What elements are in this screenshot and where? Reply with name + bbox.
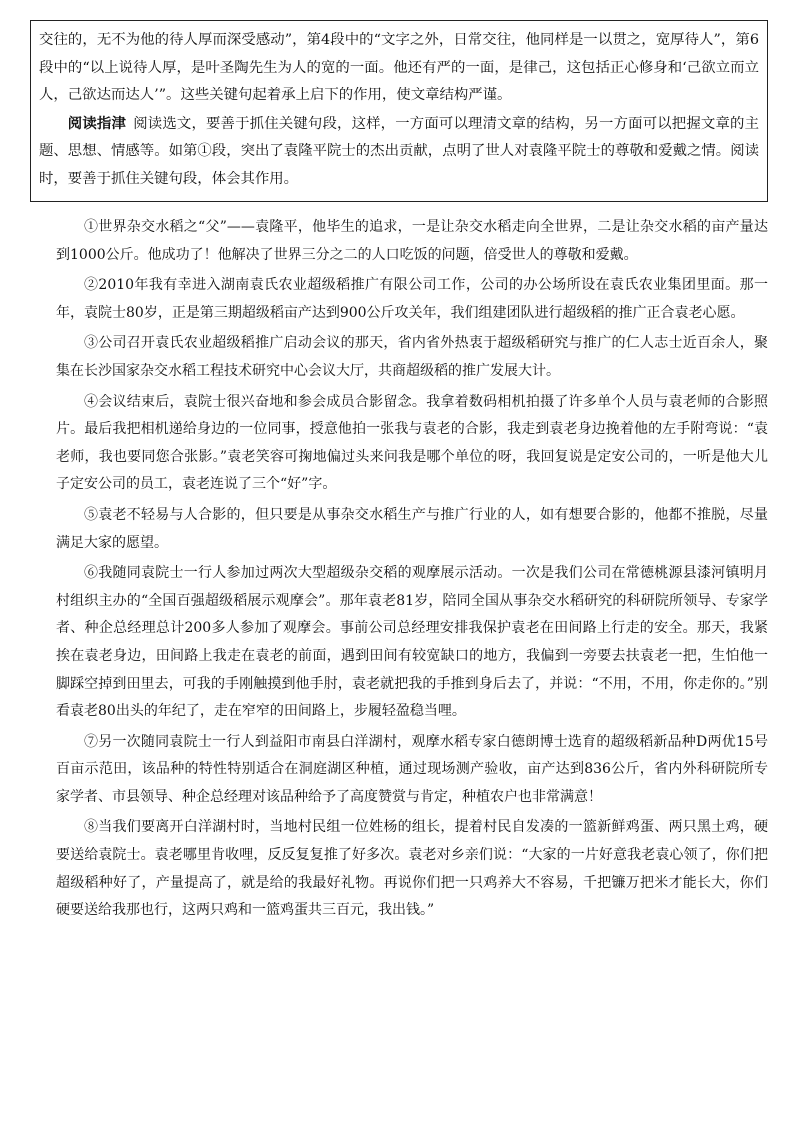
paragraph-1: ①世界杂交水稻之“父”——袁隆平，他毕生的追求，一是让杂交水稻走向全世界，二是让杂交水稻的亩产量达到1000公斤。他成功了！他解决了世界三分之二的人口吃饭的问题，倍受世人的尊敬和爱戴。	[56, 219, 768, 263]
paragraph-3: ③公司召开袁氏农业超级稻推广启动会议的那天，省内省外热衷于超级稻研究与推广的仁人志士近百余人，聚集在长沙国家杂交水稻工程技术研究中心会议大厅，共商超级稻的推广发展大计。	[56, 335, 768, 379]
paragraph-8: ⑧当我们要离开白洋湖村时，当地村民组一位姓杨的组长，提着村民自发凑的一篮新鲜鸡蛋、两只黑土鸡，硬要送给袁院士。袁老哪里肯收哩，反反复复推了好多次。袁老对乡亲们说：“大家的一片好意我老袁心领了，你们把超级稻种好了，产量提高了，就是给的我最好礼物。再说你们把一只鸡养大不容易，千把镰万把米才能长大，你们硬要送给我那也行，这两只鸡和一篮鸡蛋共三百元，我出钱。”	[56, 819, 768, 919]
reading-guide	[39, 110, 759, 194]
paragraph-7: ⑦另一次随同袁院士一行人到益阳市南县白洋湖村，观摩水稻专家白德朗博士选育的超级稻新品种D两优15号百亩示范田，该品种的特性特别适合在洞庭湖区种植，通过现场测产验收，亩产达到836公斤，省内外科研院所专家学者、市县领导、种企总经理对该品种给予了高度赞赏与肯定，种植农户也非常满意！	[56, 733, 768, 805]
article-body	[56, 214, 768, 928]
reading-guide-text: 阅读选文，要善于抓住关键句段，这样，一方面可以理清文章的结构，另一方面可以把握文章的主题、思想、情感等。如第①段，突出了袁隆平院士的杰出贡献，点明了世人对袁隆平院士的尊敬和爱戴之情。阅读时，要善于抓住关键句段，体会其作用。	[39, 115, 759, 187]
analysis-text: 交往的，无不为他的待人厚而深受感动”，第4段中的“文字之外，日常交往，他同样是一以贯之，宽厚待人”，第6段中的“以上说待人厚，是叶圣陶先生为人的宽的一面。他还有严的一面，是律己，这包括正心修身和‘己欲立而立人，己欲达而达人’”。这些关键句起着承上启下的作用，使文章结构严谨。	[39, 32, 759, 103]
paragraph-5: ⑤袁老不轻易与人合影的，但只要是从事杂交水稻生产与推广行业的人，如有想要合影的，他都不推脱，尽量满足大家的愿望。	[56, 506, 768, 551]
analysis-box	[30, 20, 768, 202]
paragraph-6: ⑥我随同袁院士一行人参加过两次大型超级杂交稻的观摩展示活动。一次是我们公司在常德桃源县漆河镇明月村组织主办的“全国百强超级稻展示观摩会”。那年袁老81岁，陪同全国从事杂交水稻研究的科研院所领导、专家学者、种企总经理总计200多人参加了观摩会。事前公司总经理安排我保护袁老在田间路上行走的安全。那天，我紧挨在袁老身边，田间路上我走在袁老的前面，遇到田间有较宽缺口的地方，我偏到一旁要去扶袁老一把，生怕他一脚踩空掉到田里去，可我的手刚触摸到他手肘，袁老就把我的手推到身后去了，并说：“不用，不用，你走你的。”别看袁老80出头的年纪了，走在窄窄的田间路上，步履轻盈稳当哩。	[56, 565, 768, 720]
paragraph-4: ④会议结束后，袁院士很兴奋地和参会成员合影留念。我拿着数码相机拍摄了许多单个人员与袁老师的合影照片。最后我把相机递给身边的一位同事，授意他拍一张我与袁老的合影，我走到袁老身边挽着他的左手附弯说：“袁老师，我也要同您合张影。”袁老笑容可掬地偏过头来问我是哪个单位的呀，我回复说是定安公司的，一听是他大儿子定安公司的员工，袁老连说了三个“好”字。	[56, 393, 768, 493]
reading-guide-label: 阅读指津	[67, 114, 127, 132]
paragraph-2: ②2010年我有幸进入湖南袁氏农业超级稻推广有限公司工作，公司的办公场所设在袁氏农业集团里面。那一年，袁院士80岁，正是第三期超级稻亩产达到900公斤攻关年，我们组建团队进行超级稻的推广正合袁老心愿。	[56, 277, 768, 321]
